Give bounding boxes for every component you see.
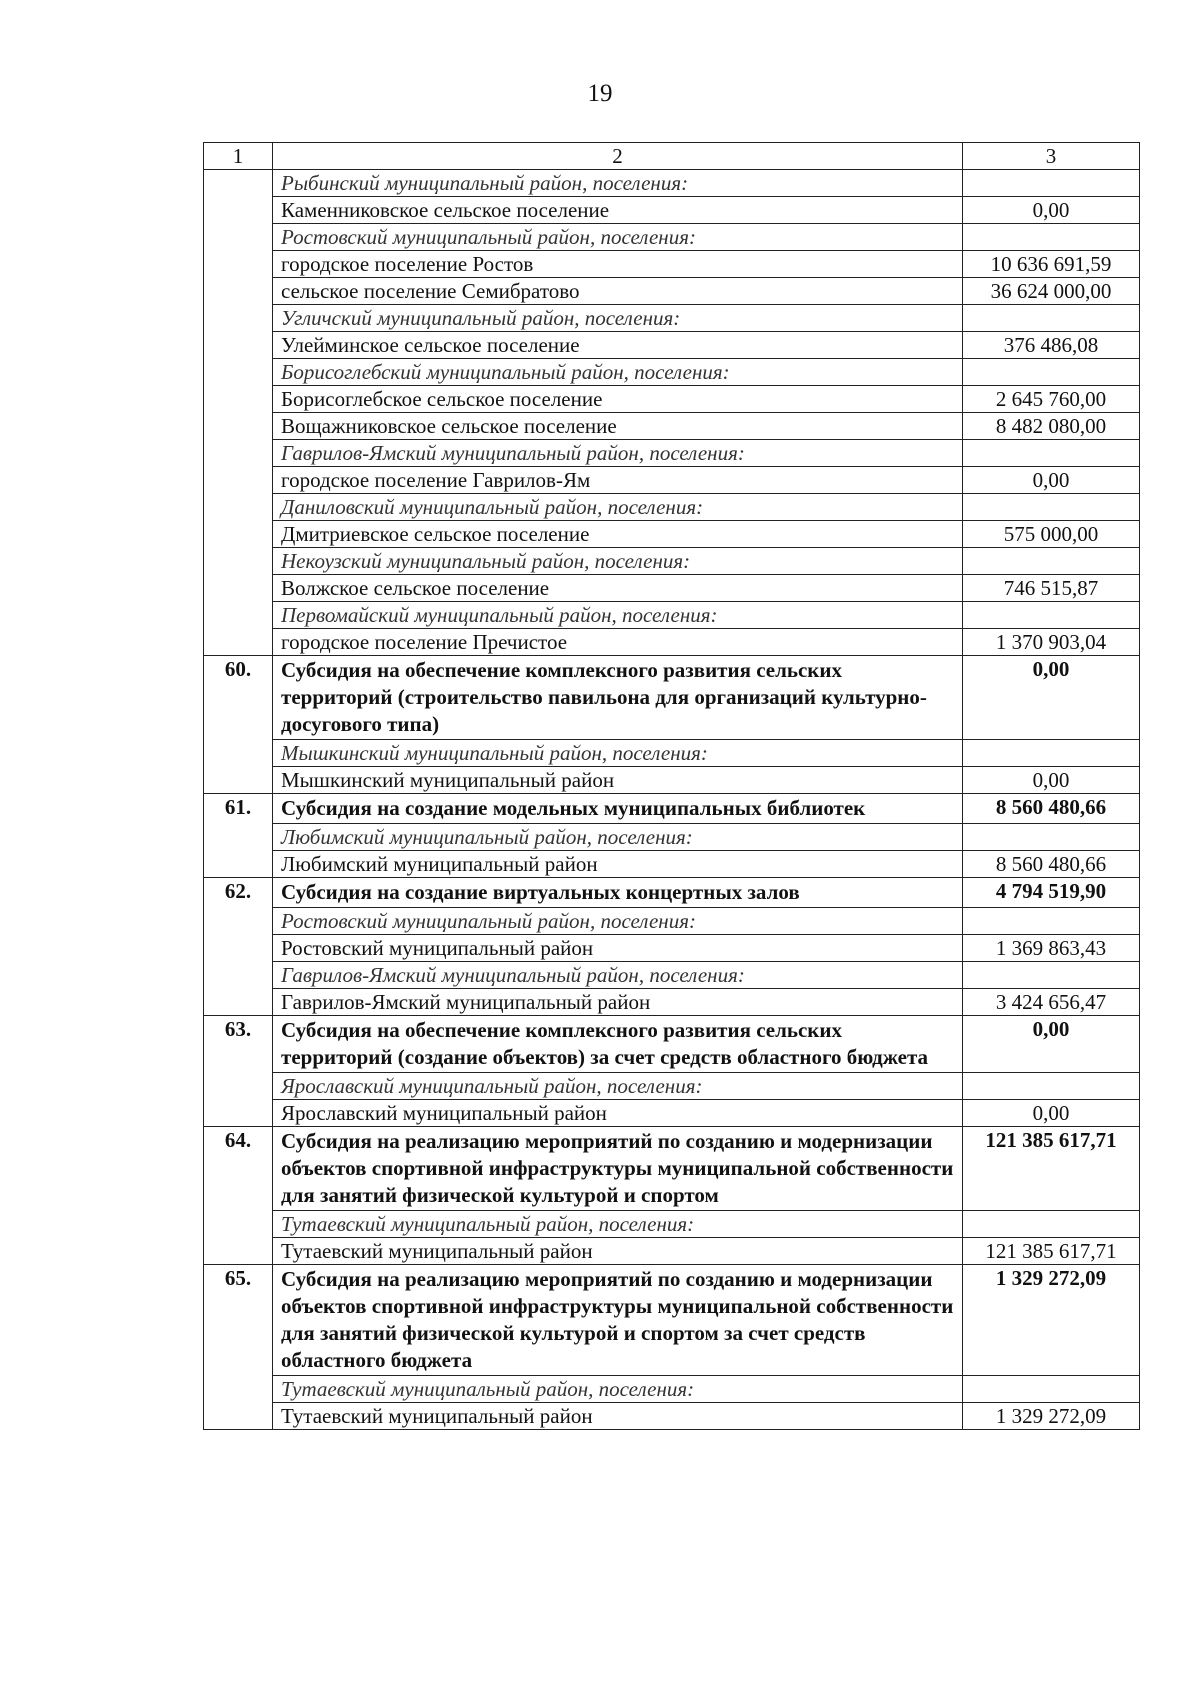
amount [963,548,1140,575]
subsidy-amount: 4 794 519,90 [963,878,1140,908]
district-label: Тутаевский муниципальный район, поселения: [273,1211,963,1238]
page-number: 19 [587,80,613,107]
settlement-row [204,767,1140,794]
settlement-row [204,575,1140,602]
district-group-row [204,602,1140,629]
settlement-name: городское поселение Гаврилов-Ям [273,467,963,494]
subsidy-row [204,878,1140,908]
settlement-name: городское поселение Ростов [273,251,963,278]
district-label: Гаврилов-Ямский муниципальный район, поселения: [273,962,963,989]
district-label: Некоузский муниципальный район, поселения: [273,548,963,575]
subsidy-amount: 0,00 [963,1016,1140,1073]
settlement-name: Гаврилов-Ямский муниципальный район [273,989,963,1016]
amount [963,359,1140,386]
settlement-name: Борисоглебское сельское поселение [273,386,963,413]
amount: 1 369 863,43 [963,935,1140,962]
settlement-name: Ярославский муниципальный район [273,1100,963,1127]
subsidy-row [204,794,1140,824]
amount: 1 370 903,04 [963,629,1140,656]
subsidy-title: Субсидия на обеспечение комплексного развития сельских территорий (создание объектов) за счет средств областного бюджета [273,1016,963,1073]
subsidy-row [204,656,1140,740]
settlement-row [204,197,1140,224]
settlement-row [204,1100,1140,1127]
subsidy-row [204,1016,1140,1073]
amount: 575 000,00 [963,521,1140,548]
settlement-row [204,851,1140,878]
subsidy-title: Субсидия на реализацию мероприятий по созданию и модернизации объектов спортивной инфраструктуры муниципальной собственности для занятий физической культурой и спортом [273,1127,963,1211]
amount: 1 329 272,09 [963,1403,1140,1430]
settlement-name: Ростовский муниципальный район [273,935,963,962]
settlement-name: Любимский муниципальный район [273,851,963,878]
district-group-row [204,359,1140,386]
district-label: Угличский муниципальный район, поселения: [273,305,963,332]
subsidy-title: Субсидия на реализацию мероприятий по созданию и модернизации объектов спортивной инфраструктуры муниципальной собственности для занятий физической культурой и спортом за счет средств областного бюджета [273,1265,963,1376]
district-label: Любимский муниципальный район, поселения: [273,824,963,851]
amount [963,305,1140,332]
settlement-name: Волжское сельское поселение [273,575,963,602]
settlement-row [204,332,1140,359]
amount: 2 645 760,00 [963,386,1140,413]
settlement-name: Улейминское сельское поселение [273,332,963,359]
district-label: Первомайский муниципальный район, поселения: [273,602,963,629]
subsidy-amount: 121 385 617,71 [963,1127,1140,1211]
amount: 8 482 080,00 [963,413,1140,440]
amount [963,1211,1140,1238]
subsidy-table-body [204,143,1140,1430]
settlement-name: Дмитриевское сельское поселение [273,521,963,548]
amount [963,1073,1140,1100]
settlement-row [204,989,1140,1016]
settlement-row [204,386,1140,413]
district-label: Гаврилов-Ямский муниципальный район, поселения: [273,440,963,467]
subsidy-amount: 0,00 [963,656,1140,740]
district-group-row [204,1376,1140,1403]
district-group-row [204,740,1140,767]
settlement-name: Тутаевский муниципальный район [273,1403,963,1430]
settlement-name: Тутаевский муниципальный район [273,1238,963,1265]
item-number: 62. [204,878,273,1016]
subsidy-row [204,1265,1140,1376]
district-group-row [204,548,1140,575]
subsidy-row [204,1127,1140,1211]
header-col-3: 3 [963,143,1140,170]
district-group-row [204,1211,1140,1238]
amount [963,440,1140,467]
amount: 8 560 480,66 [963,851,1140,878]
item-number [204,170,273,656]
amount [963,494,1140,521]
amount [963,824,1140,851]
settlement-row [204,1238,1140,1265]
settlement-row [204,629,1140,656]
district-label: Рыбинский муниципальный район, поселения: [273,170,963,197]
settlement-row [204,467,1140,494]
item-number: 60. [204,656,273,794]
amount: 121 385 617,71 [963,1238,1140,1265]
settlement-row [204,1403,1140,1430]
item-number: 65. [204,1265,273,1430]
subsidy-title: Субсидия на создание виртуальных концертных залов [273,878,963,908]
subsidy-amount: 1 329 272,09 [963,1265,1140,1376]
amount: 10 636 691,59 [963,251,1140,278]
district-label: Ростовский муниципальный район, поселения: [273,908,963,935]
settlement-row [204,935,1140,962]
district-group-row [204,494,1140,521]
amount [963,740,1140,767]
amount [963,1376,1140,1403]
amount: 376 486,08 [963,332,1140,359]
settlement-name: Вощажниковское сельское поселение [273,413,963,440]
settlement-name: сельское поселение Семибратово [273,278,963,305]
district-group-row [204,440,1140,467]
subsidy-title: Субсидия на обеспечение комплексного развития сельских территорий (строительство павильона для организаций культурно-досугового типа) [273,656,963,740]
subsidy-title: Субсидия на создание модельных муниципальных библиотек [273,794,963,824]
settlement-row [204,413,1140,440]
amount [963,170,1140,197]
district-label: Борисоглебский муниципальный район, поселения: [273,359,963,386]
amount [963,908,1140,935]
district-group-row [204,1073,1140,1100]
amount [963,602,1140,629]
district-group-row [204,305,1140,332]
amount: 0,00 [963,1100,1140,1127]
settlement-row [204,251,1140,278]
amount: 746 515,87 [963,575,1140,602]
settlement-row [204,278,1140,305]
district-group-row [204,908,1140,935]
district-group-row [204,962,1140,989]
district-label: Ярославский муниципальный район, поселения: [273,1073,963,1100]
header-col-1: 1 [204,143,273,170]
amount: 0,00 [963,197,1140,224]
table-header-row [204,143,1140,170]
district-group-row [204,170,1140,197]
district-label: Мышкинский муниципальный район, поселения: [273,740,963,767]
settlement-name: городское поселение Пречистое [273,629,963,656]
subsidy-table [203,142,1140,1430]
item-number: 61. [204,794,273,878]
header-col-2: 2 [273,143,963,170]
settlement-name: Мышкинский муниципальный район [273,767,963,794]
district-group-row [204,824,1140,851]
amount: 3 424 656,47 [963,989,1140,1016]
settlement-row [204,521,1140,548]
amount [963,224,1140,251]
item-number: 64. [204,1127,273,1265]
amount: 0,00 [963,467,1140,494]
amount: 36 624 000,00 [963,278,1140,305]
district-label: Тутаевский муниципальный район, поселения: [273,1376,963,1403]
district-group-row [204,224,1140,251]
item-number: 63. [204,1016,273,1127]
settlement-name: Каменниковское сельское поселение [273,197,963,224]
subsidy-amount: 8 560 480,66 [963,794,1140,824]
amount: 0,00 [963,767,1140,794]
district-label: Даниловский муниципальный район, поселения: [273,494,963,521]
amount [963,962,1140,989]
district-label: Ростовский муниципальный район, поселения: [273,224,963,251]
